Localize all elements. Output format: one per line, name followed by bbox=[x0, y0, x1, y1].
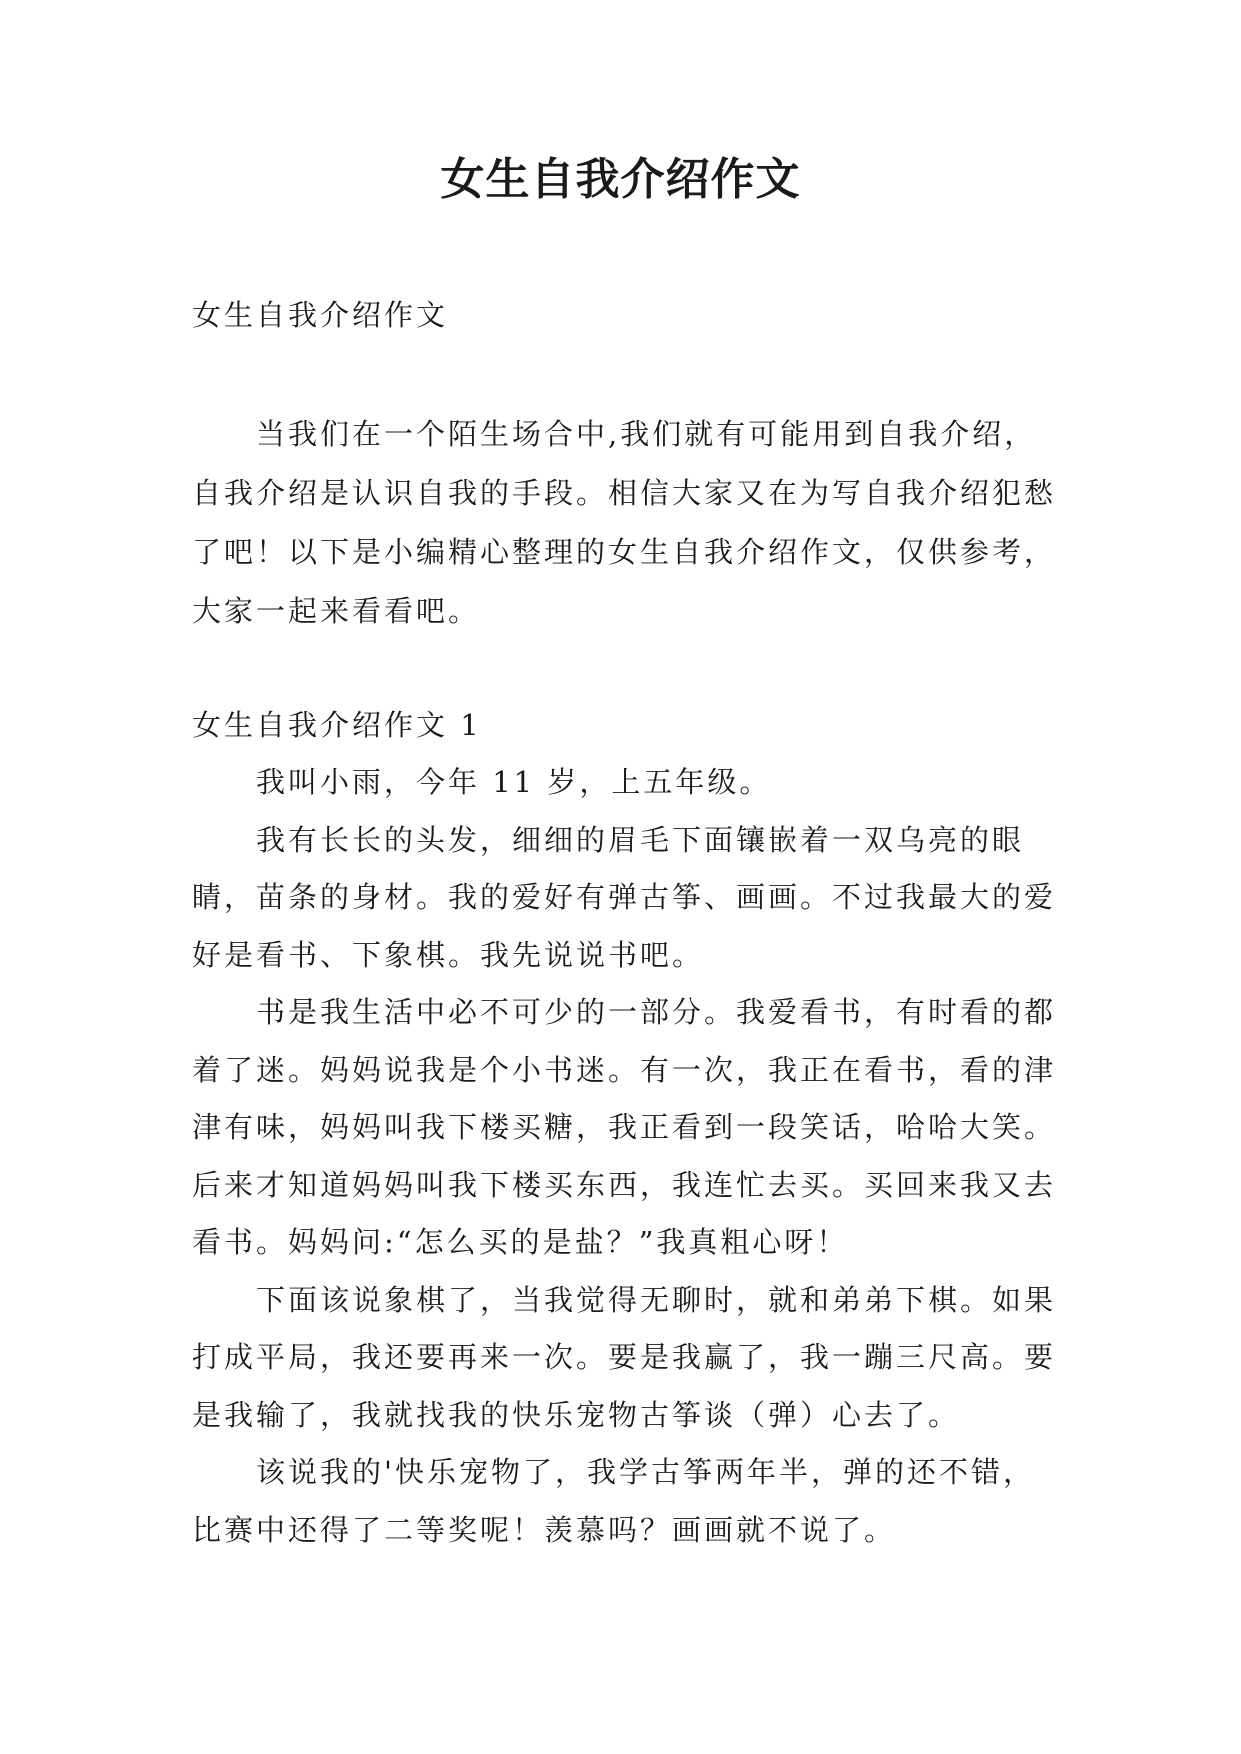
essay-section-1 bbox=[192, 697, 1062, 1559]
document-title: 女生自我介绍作文 bbox=[440, 154, 801, 205]
essay-paragraph-1: 我叫小雨，今年 11 岁，上五年级。 bbox=[256, 765, 772, 799]
essay-paragraph-5: 该说我的'快乐宠物了，我学古筝两年半，弹的还不错，比赛中还得了二等奖呢！羡慕吗？画画就不说了。 bbox=[192, 1455, 1035, 1547]
intro-paragraph: 当我们在一个陌生场合中,我们就有可能用到自我介绍，自我介绍是认识自我的手段。相信大家又在为写自我介绍犯愁了吧！以下是小编精心整理的女生自我介绍作文，仅供参考，大家一起来看看吧。 bbox=[192, 417, 1057, 628]
essay-paragraph-3: 书是我生活中必不可少的一部分。我爱看书，有时看的都着了迷。妈妈说我是个小书迷。有一次，我正在看书，看的津津有味，妈妈叫我下楼买糖，我正看到一段笑话，哈哈大笑。后来才知道妈妈叫我下楼买东西，我连忙去买。买回来我又去看书。妈妈问:“怎么买的是盐？”我真粗心呀！ bbox=[192, 995, 1057, 1259]
essay-paragraph-2: 我有长长的头发，细细的眉毛下面镶嵌着一双乌亮的眼睛，苗条的身材。我的爱好有弹古筝、画画。不过我最大的爱好是看书、下象棋。我先说说书吧。 bbox=[192, 822, 1057, 972]
section-heading: 女生自我介绍作文 1 bbox=[192, 708, 482, 742]
essay-paragraph-4: 下面该说象棋了，当我觉得无聊时，就和弟弟下棋。如果打成平局，我还要再来一次。要是我赢了，我一蹦三尺高。要是我输了，我就找我的快乐宠物古筝谈（弹）心去了。 bbox=[192, 1282, 1057, 1432]
document-subtitle: 女生自我介绍作文 bbox=[192, 298, 449, 332]
